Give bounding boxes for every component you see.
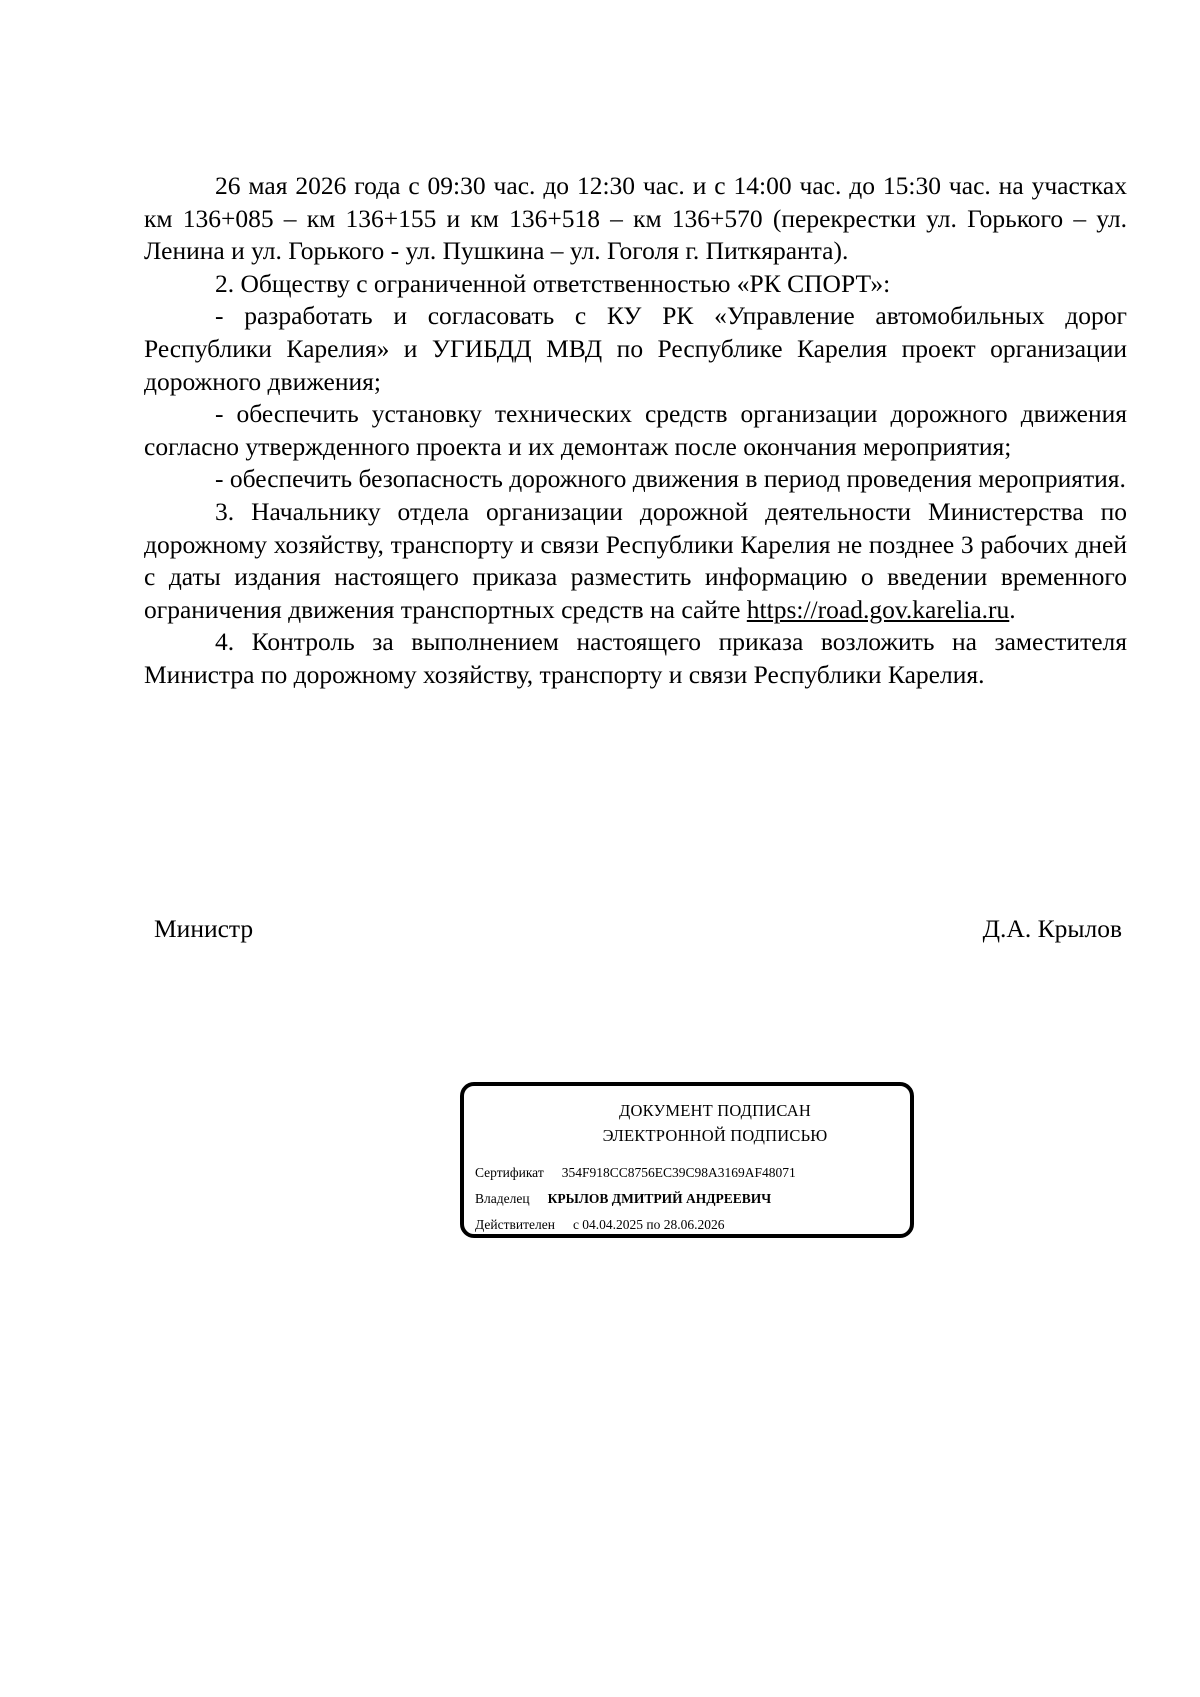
stamp-certificate-row <box>475 1164 796 1182</box>
paragraph-item-4: 4. Контроль за выполнением настоящего приказа возложить на заместителя Министра по дорожному хозяйству, транспорту и связи Республики Карелия. <box>144 627 1127 689</box>
owner-label: Владелец <box>475 1191 530 1206</box>
certificate-label: Сертификат <box>475 1165 544 1180</box>
owner-value: КРЫЛОВ ДМИТРИЙ АНДРЕЕВИЧ <box>547 1191 772 1206</box>
validity-label: Действителен <box>475 1217 555 1232</box>
validity-value: с 04.04.2025 по 28.06.2026 <box>572 1217 725 1232</box>
document-body <box>144 170 1127 692</box>
stamp-title-line-2: ЭЛЕКТРОННОЙ ПОДПИСЬЮ <box>602 1126 828 1145</box>
paragraph-item-2: 2. Обществу с ограниченной ответственностью «РК СПОРТ»: <box>215 268 891 298</box>
paragraph-item-2-safety: - обеспечить безопасность дорожного движения в период проведения мероприятия. <box>215 464 1126 494</box>
paragraph-item-3 <box>144 496 1127 626</box>
paragraph-item-2-install: - обеспечить установку технических средств организации дорожного движения согласно утвержденного проекта и их демонтаж после окончания мероприятия; <box>144 399 1127 461</box>
electronic-signature-stamp <box>460 1082 914 1238</box>
paragraph-item-3-text: 3. Начальнику отдела организации дорожной деятельности Министерства по дорожному хозяйству, транспорту и связи Республики Карелия не позднее 3 рабочих дней с даты издания настоящего приказа разместить информацию о введении временного ограничения движения транспортных средств на сайте <box>144 496 1127 624</box>
stamp-title <box>464 1098 910 1148</box>
stamp-validity-row <box>475 1216 725 1234</box>
stamp-title-line-1: ДОКУМЕНТ ПОДПИСАН <box>619 1101 811 1120</box>
stamp-owner-row <box>475 1190 771 1208</box>
signature-block <box>154 913 1122 945</box>
website-link[interactable]: https://road.gov.karelia.ru <box>746 594 1010 624</box>
signer-name: Д.А. Крылов <box>982 914 1122 943</box>
certificate-value: 354F918CC8756EC39C98A3169AF48071 <box>561 1165 796 1180</box>
paragraph-item-2-develop: - разработать и согласовать с КУ РК «Управление автомобильных дорог Республики Карелия» и УГИБДД МВД по Республике Карелия проект организации дорожного движения; <box>144 301 1127 396</box>
link-suffix: . <box>1009 594 1016 624</box>
signer-position: Министр <box>154 914 254 943</box>
paragraph-road-closure: 26 мая 2026 года с 09:30 час. до 12:30 час. и с 14:00 час. до 15:30 час. на участках км 136+085 – км 136+155 и км 136+518 – км 136+570 (перекрестки ул. Горького – ул. Ленина и ул. Горького - ул. Пушкина – ул. Гоголя г. Питкяранта). <box>144 171 1127 266</box>
